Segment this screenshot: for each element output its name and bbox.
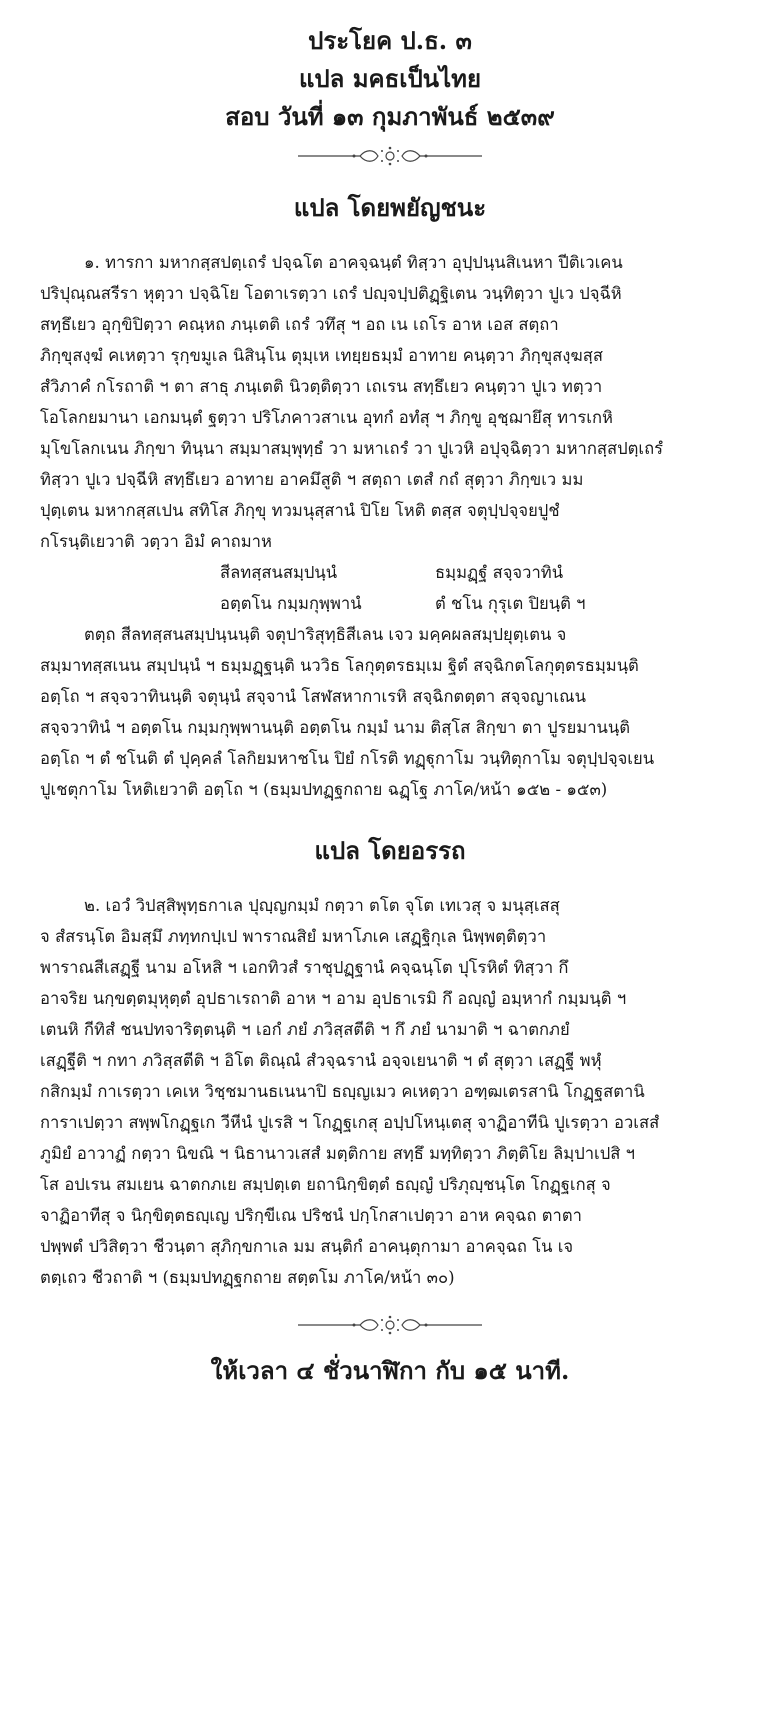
passage-line: จาฏิอาทีสุ จ นิกฺขิตฺตธญฺเญ ปริกฺขีเณ ปริชนํ ปกฺโกสาเปตฺวา อาห คจฺฉถ ตาตา: [40, 1206, 582, 1225]
passage-line: ตตฺเถว ชีวถาติ ฯ (ธมฺมปทฏฺฐกถาย สตฺตโม ภาโค/หน้า ๓๐): [40, 1268, 455, 1287]
passage-line: กสิกมฺมํ กาเรตฺวา เคเห วิชฺชมานธเนนาปิ ธญฺญเมว คเหตฺวา อฑฺฒเตรสานิ โกฏฺฐสตานิ: [40, 1082, 645, 1101]
ornament-divider-bottom: [40, 1313, 740, 1337]
ornament-divider-top: [40, 144, 740, 168]
section-title-meaning: แปล โดยอรรถ: [314, 836, 466, 865]
passage-line: สํวิภาคํ กโรถาติ ฯ ตา สาธุ ภนฺเตติ นิวตฺติตฺวา เถเรน สทฺธึเยว คนฺตฺวา ปูเว ทตฺวา: [40, 377, 603, 396]
exam-subject: แปล มคธเป็นไทย: [298, 64, 482, 93]
passage-line: สจฺจวาทินํ ฯ อตฺตโน กมฺมกุพฺพานนฺติ อตฺตโน กมฺมํ นาม ติสฺโส สิกฺขา ตา ปูรยมานนฺติ: [40, 718, 631, 737]
passage-line: เตนหิ กีทิสํ ชนปทจาริตฺตนฺติ ฯ เอกํ ภยํ ภวิสฺสตีติ ฯ กึ ภยํ นามาติ ฯ ฉาตกภยํ: [40, 1020, 570, 1039]
passage-line: โส อปเรน สมเยน ฉาตกภเย สมฺปตฺเต ยถานิกฺขิตฺตํ ธญฺญํ ปริภุญฺชนฺโต โกฏฺฐเกสุ จ: [40, 1175, 611, 1194]
passage-line: ๑. ทารกา มหากสฺสปตฺเถรํ ปจฺฉโต อาคจฺฉนฺตํ ทิสฺวา อุปฺปนฺนสิเนหา ปีติเวเคน: [84, 253, 623, 272]
exam-date: สอบ วันที่ ๑๓ กุมภาพันธ์ ๒๕๓๙: [225, 102, 555, 131]
passage-line: พาราณสีเสฏฺฐี นาม อโหสิ ฯ เอกทิวสํ ราชุปฏฺฐานํ คจฺฉนฺโต ปุโรหิตํ ทิสฺวา กึ: [40, 958, 569, 977]
passage-line: อตฺโถ ฯ ตํ ชโนติ ตํ ปุคฺคลํ โลกิยมหาชโน ปิยํ กโรติ ทฏฺฐุกาโม วนฺทิตุกาโม จตุปฺปจฺจเยน: [40, 749, 655, 768]
verse-stanza: [40, 557, 740, 619]
passage-line: โอโลกยมานา เอกมนฺตํ ฐตฺวา ปริโภคาวสาเน อุทกํ อทํสุ ฯ ภิกฺขู อุชฺฌายึสุ ทารเกหิ: [40, 408, 613, 427]
verse-right: ตํ ชโน กุรุเต ปิยนฺติ ฯ: [435, 594, 586, 613]
passage-line: สทฺธึเยว อุกฺขิปิตฺวา คณฺหถ ภนฺเตติ เถรํ วทึสุ ฯ อถ เน เถโร อาห เอส สตฺถา: [40, 315, 559, 334]
passage-line: จ สํสรนฺโต อิมสฺมึ ภทฺทกปฺเป พาราณสิยํ มหาโภเค เสฏฺฐิกุเล นิพฺพตฺติตฺวา: [40, 927, 547, 946]
passage-line: ภูมิยํ อาวาฏํ กตฺวา นิขณิ ฯ นิธานาวเสสํ มตฺติกาย สทฺธึ มทฺทิตฺวา ภิตฺติโย ลิมฺปาเปสิ ฯ: [40, 1144, 635, 1163]
passage-2: [40, 890, 740, 1293]
ornament-flourish-icon: [290, 145, 490, 167]
time-allowed: ให้เวลา ๔ ชั่วนาฬิกา กับ ๑๕ นาที.: [210, 1356, 570, 1385]
passage-line: ปพฺพตํ ปวิสิตฺวา ชีวนฺตา สุภิกฺขกาเล มม สนฺติกํ อาคนฺตุกามา อาคจฺฉถ โน เจ: [40, 1237, 574, 1256]
exam-header: [40, 22, 740, 136]
verse-left: สีลทสฺสนสมฺปนฺนํ: [220, 563, 338, 582]
verse-right: ธมฺมฏฺฐํ สจฺจวาทินํ: [435, 563, 564, 582]
verse-left: อตฺตโน กมฺมกุพฺพานํ: [220, 594, 362, 613]
ornament-flourish-icon: [290, 1314, 490, 1336]
passage-line: ปุตฺเตน มหากสฺสเปน สทิโส ภิกฺขุ ทวมนุสฺสานํ ปิโย โหติ ตสฺส จตุปฺปจฺจยปูชํ: [40, 501, 560, 520]
passage-line: อตฺโถ ฯ สจฺจวาทินนฺติ จตุนฺนํ สจฺจานํ โสฬสหากาเรหิ สจฺฉิกตตฺตา สจฺจญาเณน: [40, 687, 586, 706]
passage-1-commentary: [40, 619, 740, 805]
passage-line: ปูเชตุกาโม โหติเยวาติ อตฺโถ ฯ (ธมฺมปทฏฺฐกถาย ฉฏฺโฐ ภาโค/หน้า ๑๕๒ - ๑๕๓): [40, 780, 608, 799]
passage-line: ตตฺถ สีลทสฺสนสมฺปนฺนนฺติ จตุปาริสุทฺธิสีเลน เจว มคฺคผลสมฺปยุตฺเตน จ: [84, 625, 567, 644]
passage-1: [40, 247, 740, 557]
passage-line: ๒. เอวํ วิปสฺสิพุทฺธกาเล ปุญฺญกมฺมํ กตฺวา ตโต จุโต เทเวสุ จ มนุสฺเสสุ: [84, 896, 560, 915]
passage-line: ภิกฺขุสงฺฆํ คเหตฺวา รุกฺขมูเล นิสินฺโน ตุมฺเห เทยฺยธมฺมํ อาทาย คนฺตฺวา ภิกฺขุสงฺฆสฺส: [40, 346, 603, 365]
passage-line: การาเปตฺวา สพฺพโกฏฺฐเก วีหีนํ ปูเรสิ ฯ โกฏฺฐเกสุ อปฺปโหนฺเตสุ จาฏิอาทีนิ ปูเรตฺวา อวเสสํ: [40, 1113, 660, 1132]
exam-level: ประโยค ป.ธ. ๓: [308, 26, 472, 55]
passage-line: สมฺมาทสฺสเนน สมฺปนฺนํ ฯ ธมฺมฏฺฐนฺติ นววิธ โลกุตฺตรธมฺเม ฐิตํ สจฺฉิกตโลกุตฺตรธมฺมนฺติ: [40, 656, 639, 675]
passage-line: ปริปุณฺณสรีรา หุตฺวา ปจฺฉิโย โอตาเรตฺวา เถรํ ปญฺจปฺปติฏฺฐิเตน วนฺทิตฺวา ปูเว ปจฺฉีหิ: [40, 284, 622, 303]
passage-line: เสฏฺฐีติ ฯ กทา ภวิสฺสตีติ ฯ อิโต ติณฺณํ สํวจฺฉรานํ อจฺจเยนาติ ฯ ตํ สุตฺวา เสฏฺฐี พหุํ: [40, 1051, 602, 1070]
verse-row: [40, 588, 740, 619]
passage-line: อาจริย นกฺขตฺตมุหุตฺตํ อุปธาเรถาติ อาห ฯ อาม อุปธาเรมิ กึ อญฺญํ อมฺหากํ กมฺมนฺติ ฯ: [40, 989, 627, 1008]
passage-line: มุโขโลกเนน ภิกฺขา ทินฺนา สมฺมาสมฺพุทฺธํ วา มหาเถรํ วา ปูเวหิ อปุจฺฉิตฺวา มหากสฺสปตฺเถรํ: [40, 439, 664, 458]
verse-row: [40, 557, 740, 588]
section-title-literal: แปล โดยพยัญชนะ: [293, 193, 487, 222]
passage-line: ทิสฺวา ปูเว ปจฺฉีหิ สทฺธึเยว อาทาย อาคมึสูติ ฯ สตฺถา เตสํ กถํ สุตฺวา ภิกฺขเว มม: [40, 470, 584, 489]
passage-line: กโรนฺติเยวาติ วตฺวา อิมํ คาถมาห: [40, 532, 272, 551]
